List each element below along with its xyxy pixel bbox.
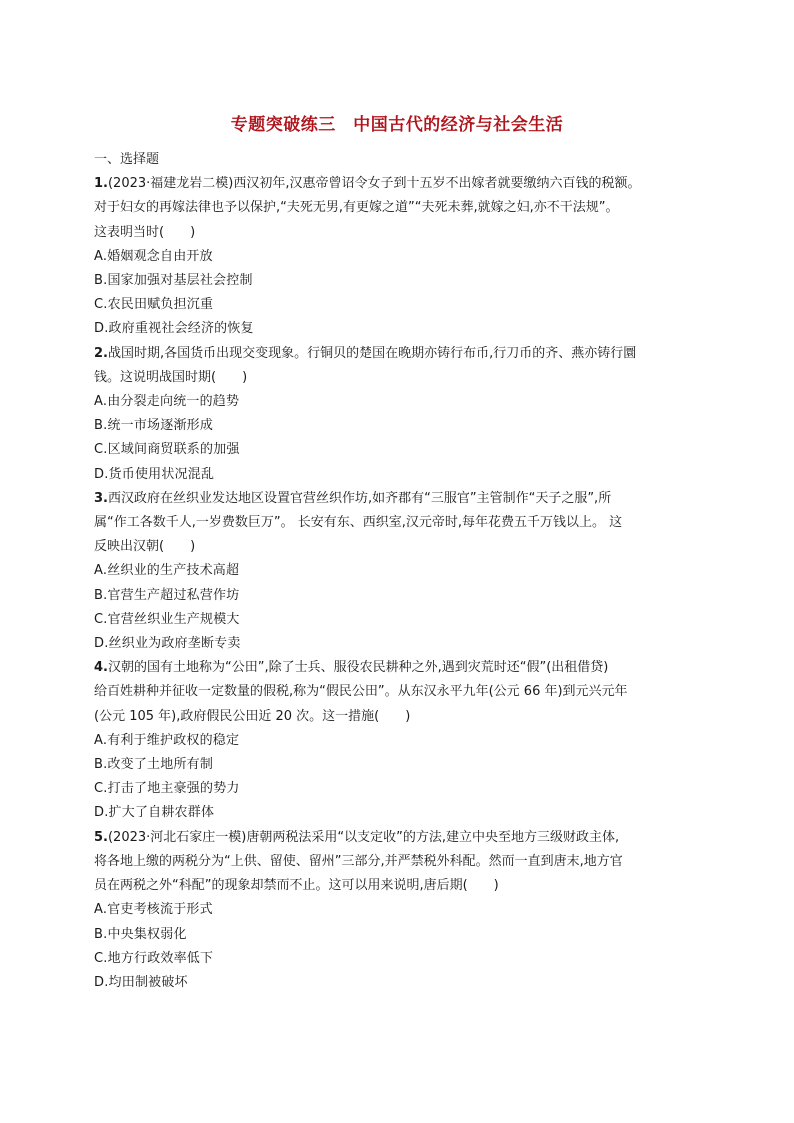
option-b: B.改变了土地所有制 [94,757,214,773]
question-stem-line [94,487,704,511]
question-number: 4. [94,660,108,676]
question-stem-line [94,826,704,850]
question-text: (2023·福建龙岩二模)西汉初年,汉惠帝曾诏令女子到十五岁不出嫁者就要缴纳六百钱的税额。 [107,176,641,192]
question-number: 5. [94,829,108,845]
option-c: C.打击了地主豪强的势力 [94,781,240,797]
option-b: B.统一市场逐渐形成 [94,418,214,434]
question-number: 1. [94,176,108,192]
option-b: B.官营生产超过私营作坊 [94,587,240,603]
question-stem-line: 给百姓耕种并征收一定数量的假税,称为“假民公田”。从东汉永平九年(公元 66 年)到元兴元年 [94,684,628,700]
option-d: D.货币使用状况混乱 [94,466,215,482]
option-a: A.由分裂走向统一的趋势 [94,394,240,410]
question-stem-line: 这表明当时( ) [94,224,196,240]
option-d: D.丝织业为政府垄断专卖 [94,636,241,652]
question-stem-line: 员在两税之外“科配”的现象却禁而不止。这可以用来说明,唐后期( ) [94,878,499,894]
option-c: C.地方行政效率低下 [94,950,214,966]
option-d: D.扩大了自耕农群体 [94,805,215,821]
option-d: D.均田制被破坏 [94,974,188,990]
option-b: B.国家加强对基层社会控制 [94,273,253,289]
option-a: A.婚姻观念自由开放 [94,248,213,264]
option-d: D.政府重视社会经济的恢复 [94,321,254,337]
question-text: 战国时期,各国货币出现交变现象。行铜贝的楚国在晚期亦铸行布币,行刀币的齐、燕亦铸行圜 [107,345,637,361]
question-1 [94,172,704,341]
question-stem-line: 对于妇女的再嫁法律也予以保护,“夫死无男,有更嫁之道”“夫死未葬,就嫁之妇,亦不干法规”。 [94,200,619,216]
question-stem-line [94,172,704,196]
page-title: 专题突破练三 中国古代的经济与社会生活 [230,115,564,135]
question-list [94,148,704,995]
question-stem-line [94,656,704,680]
question-2 [94,342,704,487]
question-text: 西汉政府在丝织业发达地区设置官营丝织作坊,如齐郡有“三服官”主管制作“天子之服”,所 [107,490,612,506]
question-number: 2. [94,345,108,361]
question-number: 3. [94,490,108,506]
option-b: B.中央集权弱化 [94,926,187,942]
question-stem-line: 反映出汉朝( ) [94,539,196,555]
section-heading: 一、选择题 [94,152,160,167]
option-a: A.有利于维护政权的稳定 [94,732,240,748]
question-3 [94,487,704,656]
question-text: 汉朝的国有土地称为“公田”,除了士兵、服役农民耕种之外,遇到灾荒时还“假”(出租借贷) [107,660,609,676]
question-stem-line [94,342,704,366]
option-c: C.官营丝织业生产规模大 [94,611,240,627]
question-text: (2023·河北石家庄一模)唐朝两税法采用“以支定收”的方法,建立中央至地方三级财政主体, [107,829,620,845]
question-stem-line: 属“作工各数千人,一岁费数巨万”。 长安有东、西织室,汉元帝时,每年花费五千万钱以上。 这 [94,515,623,531]
question-5 [94,826,704,995]
question-stem-line: 钱。这说明战国时期( ) [94,369,248,385]
question-stem-line: (公元 105 年),政府假民公田近 20 次。这一措施( ) [94,708,411,724]
option-c: C.区域间商贸联系的加强 [94,442,240,458]
question-4 [94,656,704,825]
option-a: A.丝织业的生产技术高超 [94,563,240,579]
option-a: A.官吏考核流于形式 [94,902,213,918]
question-stem-line: 将各地上缴的两税分为“上供、留使、留州”三部分,并严禁税外科配。然而一直到唐末,地方官 [94,853,623,869]
option-c: C.农民田赋负担沉重 [94,297,214,313]
